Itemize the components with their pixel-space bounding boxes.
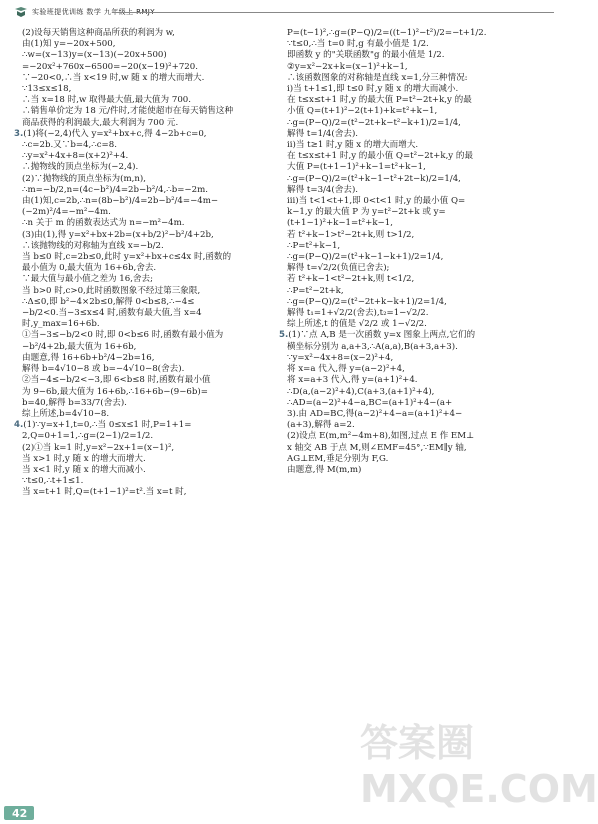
text-line xyxy=(287,241,549,252)
text-line xyxy=(22,50,284,61)
line-text: 由(1)知 y=−20x+500, xyxy=(22,39,116,50)
line-text: (−2m)²/4=−m²−4m. xyxy=(22,207,111,218)
text-line xyxy=(287,274,549,285)
text-line xyxy=(279,330,549,341)
line-text: AG⊥EM,垂足分别为 F,G. xyxy=(287,453,389,464)
line-text: 大值 P=(t+1−1)²+k−1=t²+k−1, xyxy=(287,162,426,173)
line-text: b=40,解得 b=33/7(舍去). xyxy=(22,397,127,408)
line-text: 在 t≤x≤t+1 时,y 的最小值 Q=t²−2t+k,y 的最 xyxy=(287,151,474,162)
line-text: ∴w=(x−13)y=(x−13)(−20x+500) xyxy=(22,50,167,61)
text-line xyxy=(22,319,284,330)
line-text: (2)∵抛物线的顶点坐标为(m,n), xyxy=(22,173,146,184)
text-line xyxy=(287,364,549,375)
line-text: ∴P=t²+k−1, xyxy=(287,240,341,251)
text-line xyxy=(287,162,549,173)
text-line xyxy=(287,409,549,420)
text-line xyxy=(287,308,549,319)
line-text: 将 x=a 代入,得 y=(a−2)²+4, xyxy=(287,364,405,375)
text-line xyxy=(22,476,284,487)
text-line xyxy=(22,62,284,73)
text-line xyxy=(287,252,549,263)
line-text: ∴m=−b/2,n=(4c−b²)/4=2b−b²/4,∴b=−2m. xyxy=(22,184,208,195)
text-line xyxy=(287,185,549,196)
line-text: ②y=x²−2x+k=(x−1)²+k−1, xyxy=(287,61,408,72)
line-text: ∴该函数图象的对称轴是直线 x=1,分三种情况: xyxy=(287,72,468,83)
text-line xyxy=(22,375,284,386)
line-text: 时,y_max=16+6b. xyxy=(22,319,100,330)
line-text: ∵t≤0,∴t+1≤1. xyxy=(22,476,84,487)
text-line xyxy=(22,39,284,50)
line-text: ∵13≤x≤18, xyxy=(22,84,72,95)
line-text: 综上所述,b=4√10−8. xyxy=(22,408,110,419)
text-line xyxy=(287,28,549,39)
text-line xyxy=(22,263,284,274)
line-text: 若 t²+k−1<t²−2t+k,则 t<1/2, xyxy=(287,274,415,285)
text-line xyxy=(287,84,549,95)
header-rule xyxy=(112,12,554,13)
text-line xyxy=(22,443,284,454)
text-line xyxy=(287,465,549,476)
line-text: 解得 b=4√10−8 或 b=−4√10−8(舍去). xyxy=(22,364,185,375)
line-text: 当 x<1 时,y 随 x 的增大而减小. xyxy=(22,464,146,475)
line-text: 若 t²+k−1>t²−2t+k,则 t>1/2, xyxy=(287,229,415,240)
line-text: 由题意,得 M(m,m) xyxy=(287,464,362,475)
line-text: 当 b≤0 时,c=2b≤0,此时 y=x²+bx+c≤4x 时,函数的 xyxy=(22,252,232,263)
line-text: 为 9−6b,最大值为 16+6b,∴16+6b−(9−6b)= xyxy=(22,386,208,397)
line-text: ∴g=(P−Q)/2=(t²−2t+k−k+1)/2=1/4, xyxy=(287,296,447,307)
page-header xyxy=(14,4,554,20)
line-text: 解得 t=√2/2(负值已舍去); xyxy=(287,263,390,274)
text-line xyxy=(22,106,284,117)
text-line xyxy=(287,151,549,162)
line-text: ∴该抛物线的对称轴为直线 x=−b/2. xyxy=(22,240,164,251)
line-text: 当 x>1 时,y 随 x 的增大而增大. xyxy=(22,453,146,464)
text-line xyxy=(14,128,284,140)
line-text: k−1,y 的最大值 P 为 y=t²−2t+k 或 y= xyxy=(287,207,446,218)
watermark-line1: 答案圈 xyxy=(360,721,475,765)
book-logo-icon xyxy=(14,6,28,18)
text-line xyxy=(287,297,549,308)
line-text: ∴c=2b.又∵b=4,∴c=8. xyxy=(22,140,117,151)
line-text: (a+3),解得 a=2. xyxy=(287,420,355,431)
line-text: ①当−3≤−b/2<0 时,即 0<b≤6 时,函数有最小值为 xyxy=(22,330,224,341)
text-line xyxy=(22,465,284,476)
line-text: 解得 t=3/4(舍去). xyxy=(287,184,359,195)
text-line xyxy=(287,431,549,442)
text-line xyxy=(22,196,284,207)
text-line xyxy=(22,274,284,285)
text-line xyxy=(22,140,284,151)
line-text: (1)∵点 A,B 是一次函数 y=x 图象上两点,它们的 xyxy=(288,330,476,341)
text-line xyxy=(287,454,549,465)
text-line xyxy=(287,353,549,364)
text-line xyxy=(22,207,284,218)
text-line xyxy=(22,218,284,229)
text-line xyxy=(287,342,549,353)
text-line xyxy=(287,319,549,330)
line-text: x 轴交 AB 于点 M,则∠EMF=45°,∵EM∥y 轴, xyxy=(287,442,467,453)
text-line xyxy=(287,73,549,84)
line-text: ∴P=t²−2t+k, xyxy=(287,285,344,296)
line-text: ii)当 t≥1 时,y 随 x 的增大而增大. xyxy=(287,140,419,151)
line-text: i)当 t+1≤1,即 t≤0 时,y 随 x 的增大而减小. xyxy=(287,84,459,95)
line-text: (t+1−1)²+k−1=t²+k−1, xyxy=(287,218,393,229)
text-line xyxy=(22,487,284,498)
line-text: ∴D(a,(a−2)²+4),C(a+3,(a+1)²+4), xyxy=(287,386,435,397)
line-text: ∴当 x=18 时,w 取得最大值,最大值为 700. xyxy=(22,95,191,106)
line-text: (2)设每天销售这种商品所获的利润为 w, xyxy=(22,28,175,38)
text-line xyxy=(14,420,284,431)
line-text: 由题意,得 16+6b+b²/4−2b=16, xyxy=(22,352,155,363)
text-line xyxy=(287,443,549,454)
line-text: 2,Q=0+1=1,∴g=(2−1)/2=1/2. xyxy=(22,431,154,442)
text-line xyxy=(22,286,284,297)
line-text: ∴g=(P−Q)/2=(t²−2t+k−t²−k+1)/2=1/4, xyxy=(287,117,461,128)
text-line xyxy=(22,330,284,341)
text-line xyxy=(22,28,284,39)
page-number: 42 xyxy=(12,807,28,820)
question-number: 3. xyxy=(14,128,24,139)
line-text: 解得 t=1/4(舍去). xyxy=(287,128,359,139)
text-line xyxy=(22,118,284,129)
line-text: 当 b>0 时,c>0,此时函数图象不经过第三象限, xyxy=(22,285,201,296)
line-text: 解得 t₁=1+√2/2(舍去),t₂=1−√2/2. xyxy=(287,308,429,319)
left-column xyxy=(14,28,284,499)
line-text: ∴y=x²+4x+8=(x+2)²+4. xyxy=(22,151,129,162)
text-line xyxy=(22,84,284,95)
line-text: 综上所述,t 的值是 √2/2 或 1−√2/2. xyxy=(287,319,427,330)
text-line xyxy=(287,196,549,207)
line-text: ∵−20<0,∴当 x<19 时,w 随 x 的增大而增大. xyxy=(22,72,205,83)
question-number: 4. xyxy=(14,420,24,431)
text-line xyxy=(287,387,549,398)
line-text: (2)①当 k=1 时,y=x²−2x+1=(x−1)², xyxy=(22,442,175,453)
right-column xyxy=(279,28,549,476)
text-line xyxy=(22,364,284,375)
line-text: ∴Δ≤0,即 b²−4×2b≤0,解得 0<b≤8,∴−4≤ xyxy=(22,296,195,307)
line-text: 最小值为 0,最大值为 16+6b,舍去. xyxy=(22,263,157,274)
line-text: ∵y=x²−4x+8=(x−2)²+4, xyxy=(287,352,394,363)
text-line xyxy=(287,62,549,73)
text-line xyxy=(287,398,549,409)
line-text: (1)∵y=x+1,t=0,∴当 0≤x≤1 时,P=1+1= xyxy=(23,420,192,431)
text-line xyxy=(22,431,284,442)
text-line xyxy=(22,174,284,185)
text-line xyxy=(22,398,284,409)
text-line xyxy=(22,185,284,196)
text-line xyxy=(22,409,284,420)
line-text: ∴g=(P−Q)/2=(t²+k−1−t²+2t−k)/2=1/4, xyxy=(287,173,461,184)
text-line xyxy=(22,353,284,364)
page-footer xyxy=(4,806,38,822)
text-line xyxy=(287,420,549,431)
line-text: ∵最大值与最小值之差为 16,舍去; xyxy=(22,274,154,285)
line-text: ∴销售单价定为 18 元/件时,才能使超市在每天销售这种 xyxy=(22,106,234,117)
line-text: ∴AD=(a−2)²+4−a,BC=(a+1)²+4−(a+ xyxy=(287,397,453,408)
line-text: iii)当 t<1<t+1,即 0<t<1 时,y 的最小值 Q= xyxy=(287,196,466,207)
line-text: −b²/4+2b,最大值为 16+6b, xyxy=(22,341,137,352)
line-text: 即函数 y 的"关联函数"g 的最小值是 1/2. xyxy=(287,50,445,61)
line-text: ∴n 关于 m 的函数表达式为 n=−m²−4m. xyxy=(22,218,185,229)
line-text: ∴g=(P−Q)/2=(t²+k−1−k+1)/2=1/4, xyxy=(287,252,444,263)
line-text: ∵t≤0,∴当 t=0 时,g 有最小值是 1/2. xyxy=(287,39,429,50)
text-line xyxy=(287,50,549,61)
text-line xyxy=(22,308,284,319)
line-text: (3)由(1),得 y=x²+bx+2b=(x+b/2)²−b²/4+2b, xyxy=(22,229,214,240)
text-line xyxy=(287,129,549,140)
line-text: 在 t≤x≤t+1 时,y 的最大值 P=t²−2t+k,y 的最 xyxy=(287,95,472,106)
text-line xyxy=(287,118,549,129)
text-line xyxy=(287,207,549,218)
text-line xyxy=(22,297,284,308)
line-text: ∴抛物线的顶点坐标为(−2,4). xyxy=(22,162,139,173)
watermark xyxy=(360,720,598,820)
line-text: =−20x²+760x−6500=−20(x−19)²+720. xyxy=(22,61,198,72)
text-line xyxy=(287,375,549,386)
text-line xyxy=(287,39,549,50)
text-line xyxy=(287,106,549,117)
text-line xyxy=(287,263,549,274)
line-text: −b/2<0.当−3≤x≤4 时,函数有最大值,当 x=4 xyxy=(22,308,202,319)
text-line xyxy=(287,140,549,151)
line-text: ②当−4≤−b/2<−3,即 6<b≤8 时,函数有最小值 xyxy=(22,375,211,386)
line-text: 横坐标分别为 a,a+3,∴A(a,a),B(a+3,a+3). xyxy=(287,341,458,352)
text-line xyxy=(287,95,549,106)
line-text: 当 x=t+1 时,Q=(t+1−1)²=t².当 x=t 时, xyxy=(22,487,187,498)
line-text: P=(t−1)²,∴g=(P−Q)/2=((t−1)²−t²)/2=−t+1/2. xyxy=(287,28,487,38)
text-line xyxy=(22,230,284,241)
line-text: (1)将(−2,4)代入 y=x²+bx+c,得 4−2b+c=0, xyxy=(23,128,207,139)
text-line xyxy=(22,162,284,173)
text-line xyxy=(22,241,284,252)
line-text: 由(1)知,c=2b,∴n=(8b−b²)/4=2b−b²/4=−4m− xyxy=(22,196,219,207)
line-text: 商品获得的利润最大,最大利润为 700 元. xyxy=(22,117,179,128)
text-line xyxy=(22,387,284,398)
text-line xyxy=(22,95,284,106)
line-text: (2)设点 E(m,m²−4m+8),如图,过点 E 作 EM⊥ xyxy=(287,431,475,442)
text-line xyxy=(22,454,284,465)
text-line xyxy=(287,218,549,229)
question-number: 5. xyxy=(279,330,289,341)
text-line xyxy=(22,342,284,353)
line-text: 小值 Q=(t+1)²−2(t+1)+k=t²+k−1, xyxy=(287,106,438,117)
text-line xyxy=(22,151,284,162)
text-line xyxy=(287,230,549,241)
line-text: 将 x=a+3 代入,得 y=(a+1)²+4. xyxy=(287,375,418,386)
text-line xyxy=(22,252,284,263)
line-text: 3).由 AD=BC,得(a−2)²+4−a=(a+1)²+4− xyxy=(287,408,463,419)
text-line xyxy=(287,286,549,297)
watermark-line2: MXQE.COM xyxy=(360,767,598,811)
text-line xyxy=(287,174,549,185)
text-line xyxy=(22,73,284,84)
header-title: 实验班提优训练 数学 九年级上 RMJY xyxy=(32,8,155,16)
